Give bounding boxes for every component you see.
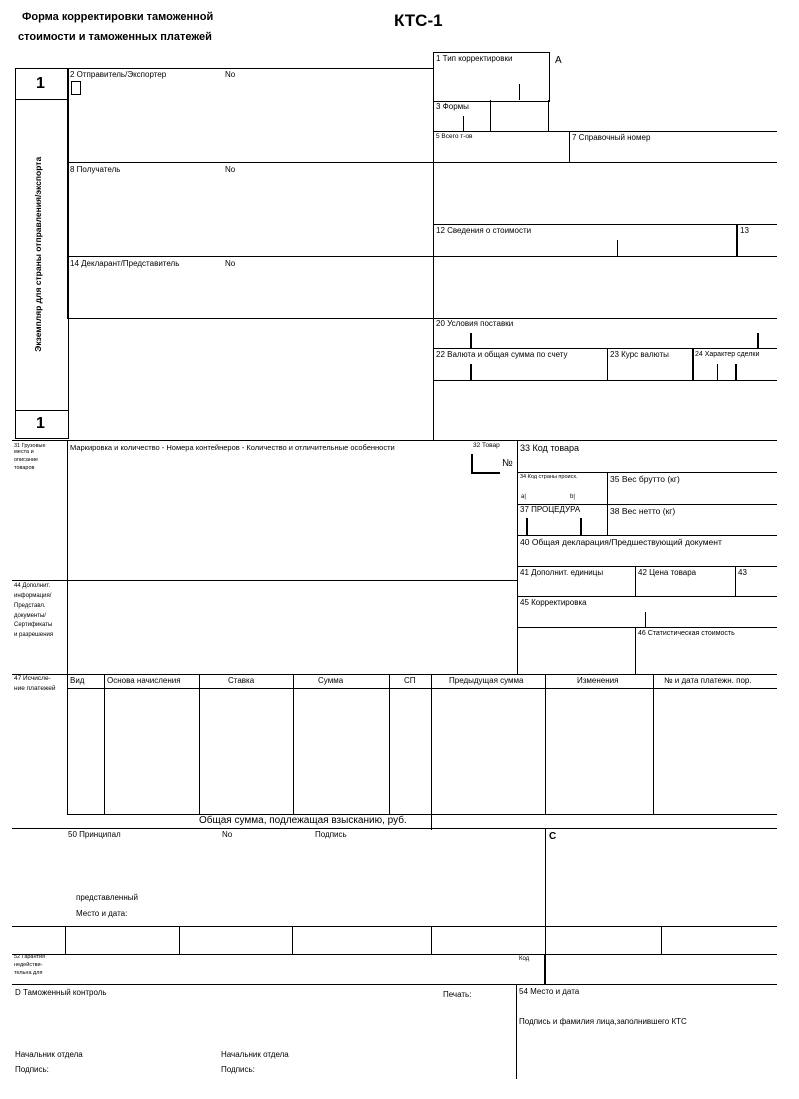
field-2-no: No [225, 70, 236, 79]
field-35-label: 35 Вес брутто (кг) [610, 474, 680, 484]
field-14-label: 14 Декларант/Представитель [70, 259, 180, 268]
payments-total-label: Общая сумма, подлежащая взысканию, руб. [199, 815, 407, 826]
payments-col-sum: Сумма [318, 676, 344, 685]
payments-col-order: № и дата платежн. пор. [664, 676, 752, 685]
field-31-label-2: места и [14, 449, 34, 455]
field-d-label: D Таможенный контроль [15, 988, 107, 997]
payments-col-changes: Изменения [577, 676, 619, 685]
field-22-label: 22 Валюта и общая сумма по счету [436, 350, 568, 359]
field-34-b: b| [570, 494, 575, 500]
field-47-label-2: ние платежей [14, 685, 56, 692]
field-52-label-1: 52 Гарантия [14, 954, 46, 960]
field-52-label-2: недействи- [14, 962, 43, 968]
field-52-code: Код [519, 956, 530, 962]
field-33-label: 33 Код товара [520, 443, 580, 453]
field-1-value: А [555, 55, 562, 66]
field-43-label: 43 [738, 568, 747, 577]
field-8-no: No [225, 165, 236, 174]
field-41-label: 41 Дополнит. единицы [520, 568, 604, 577]
field-44-label-4: документы/ [14, 613, 46, 619]
field-37-label: 37 ПРОЦЕДУРА [520, 505, 581, 514]
field-13-label: 13 [740, 226, 749, 235]
field-40-label: 40 Общая декларация/Предшествующий документ [520, 537, 722, 547]
form-title-line2: стоимости и таможенных платежей [18, 31, 212, 43]
field-42-label: 42 Цена товара [638, 568, 697, 577]
field-52-label-3: тельна для [14, 970, 43, 976]
copy-number-top: 1 [36, 75, 45, 92]
field-34-a: a| [521, 494, 526, 500]
field-31-description: Маркировка и количество - Номера контейнеров - Количество и отличительные особенности [70, 443, 395, 452]
field-50-no: No [222, 830, 233, 839]
field-50-label: 50 Принципал [68, 830, 121, 839]
field-14-no: No [225, 259, 236, 268]
field-20-label: 20 Условия поставки [436, 319, 514, 328]
field-c-label: C [549, 831, 557, 842]
field-44-label-1: 44 Дополнит. [14, 583, 51, 589]
field-12-label: 12 Сведения о стоимости [436, 226, 532, 235]
field-44-label-2: информация/ [14, 593, 52, 599]
payments-col-rate: Ставка [228, 676, 255, 685]
field-24-label: 24 Характер сделки [695, 351, 760, 358]
field-2-checkbox[interactable] [71, 81, 81, 95]
field-3-label: 3 Формы [436, 102, 469, 111]
field-31-label-4: товаров [14, 465, 35, 471]
payments-col-sp: СП [404, 676, 416, 685]
field-8-label: 8 Получатель [70, 165, 121, 174]
field-34-label: 34 Код страны происх. [520, 474, 578, 480]
chief-1-sign: Подпись: [15, 1065, 49, 1074]
payments-col-base: Основа начисления [107, 676, 181, 685]
field-44-label-3: Представл. [14, 603, 46, 609]
field-47-label-1: 47 Исчисле- [14, 675, 51, 682]
stamp-label: Печать: [443, 990, 472, 999]
field-5-label: 5 Всего т-ов [436, 133, 473, 140]
field-23-label: 23 Курс валюты [610, 350, 669, 359]
field-44-label-6: и разрешения [14, 632, 54, 638]
field-50-represented: представленный [76, 893, 138, 902]
copy-side-label: Экземпляр для страны отправления/экспорта [32, 156, 43, 352]
form-code: КТС-1 [394, 11, 443, 30]
copy-number-bottom: 1 [36, 415, 45, 432]
form-title-line1: Форма корректировки таможенной [22, 11, 214, 23]
payments-col-previous: Предыдущая сумма [449, 676, 524, 685]
field-46-label: 46 Статистическая стоимость [638, 630, 735, 637]
field-44-label-5: Сертификаты [14, 622, 53, 628]
field-31-label-1: 31 Грузовые [14, 443, 46, 449]
field-32-label: 32 Товар [473, 442, 500, 449]
chief-2-sign: Подпись: [221, 1065, 255, 1074]
field-54-sign: Подпись и фамилия лица,заполнившего КТС [519, 1017, 687, 1026]
field-50-sign: Подпись [315, 830, 347, 839]
field-54-label: 54 Место и дата [519, 987, 580, 996]
chief-1-label: Начальник отдела [15, 1050, 83, 1059]
payments-col-type: Вид [70, 676, 85, 685]
field-32-no: № [502, 458, 513, 469]
field-38-label: 38 Вес нетто (кг) [610, 506, 676, 516]
field-45-label: 45 Корректировка [520, 598, 587, 607]
field-2-label: 2 Отправитель/Экспортер [70, 70, 167, 79]
field-50-place-date: Место и дата: [76, 909, 128, 918]
field-7-label: 7 Справочный номер [572, 133, 651, 142]
field-31-label-3: описание [14, 457, 39, 463]
field-1-label: 1 Тип корректировки [436, 54, 513, 63]
chief-2-label: Начальник отдела [221, 1050, 289, 1059]
